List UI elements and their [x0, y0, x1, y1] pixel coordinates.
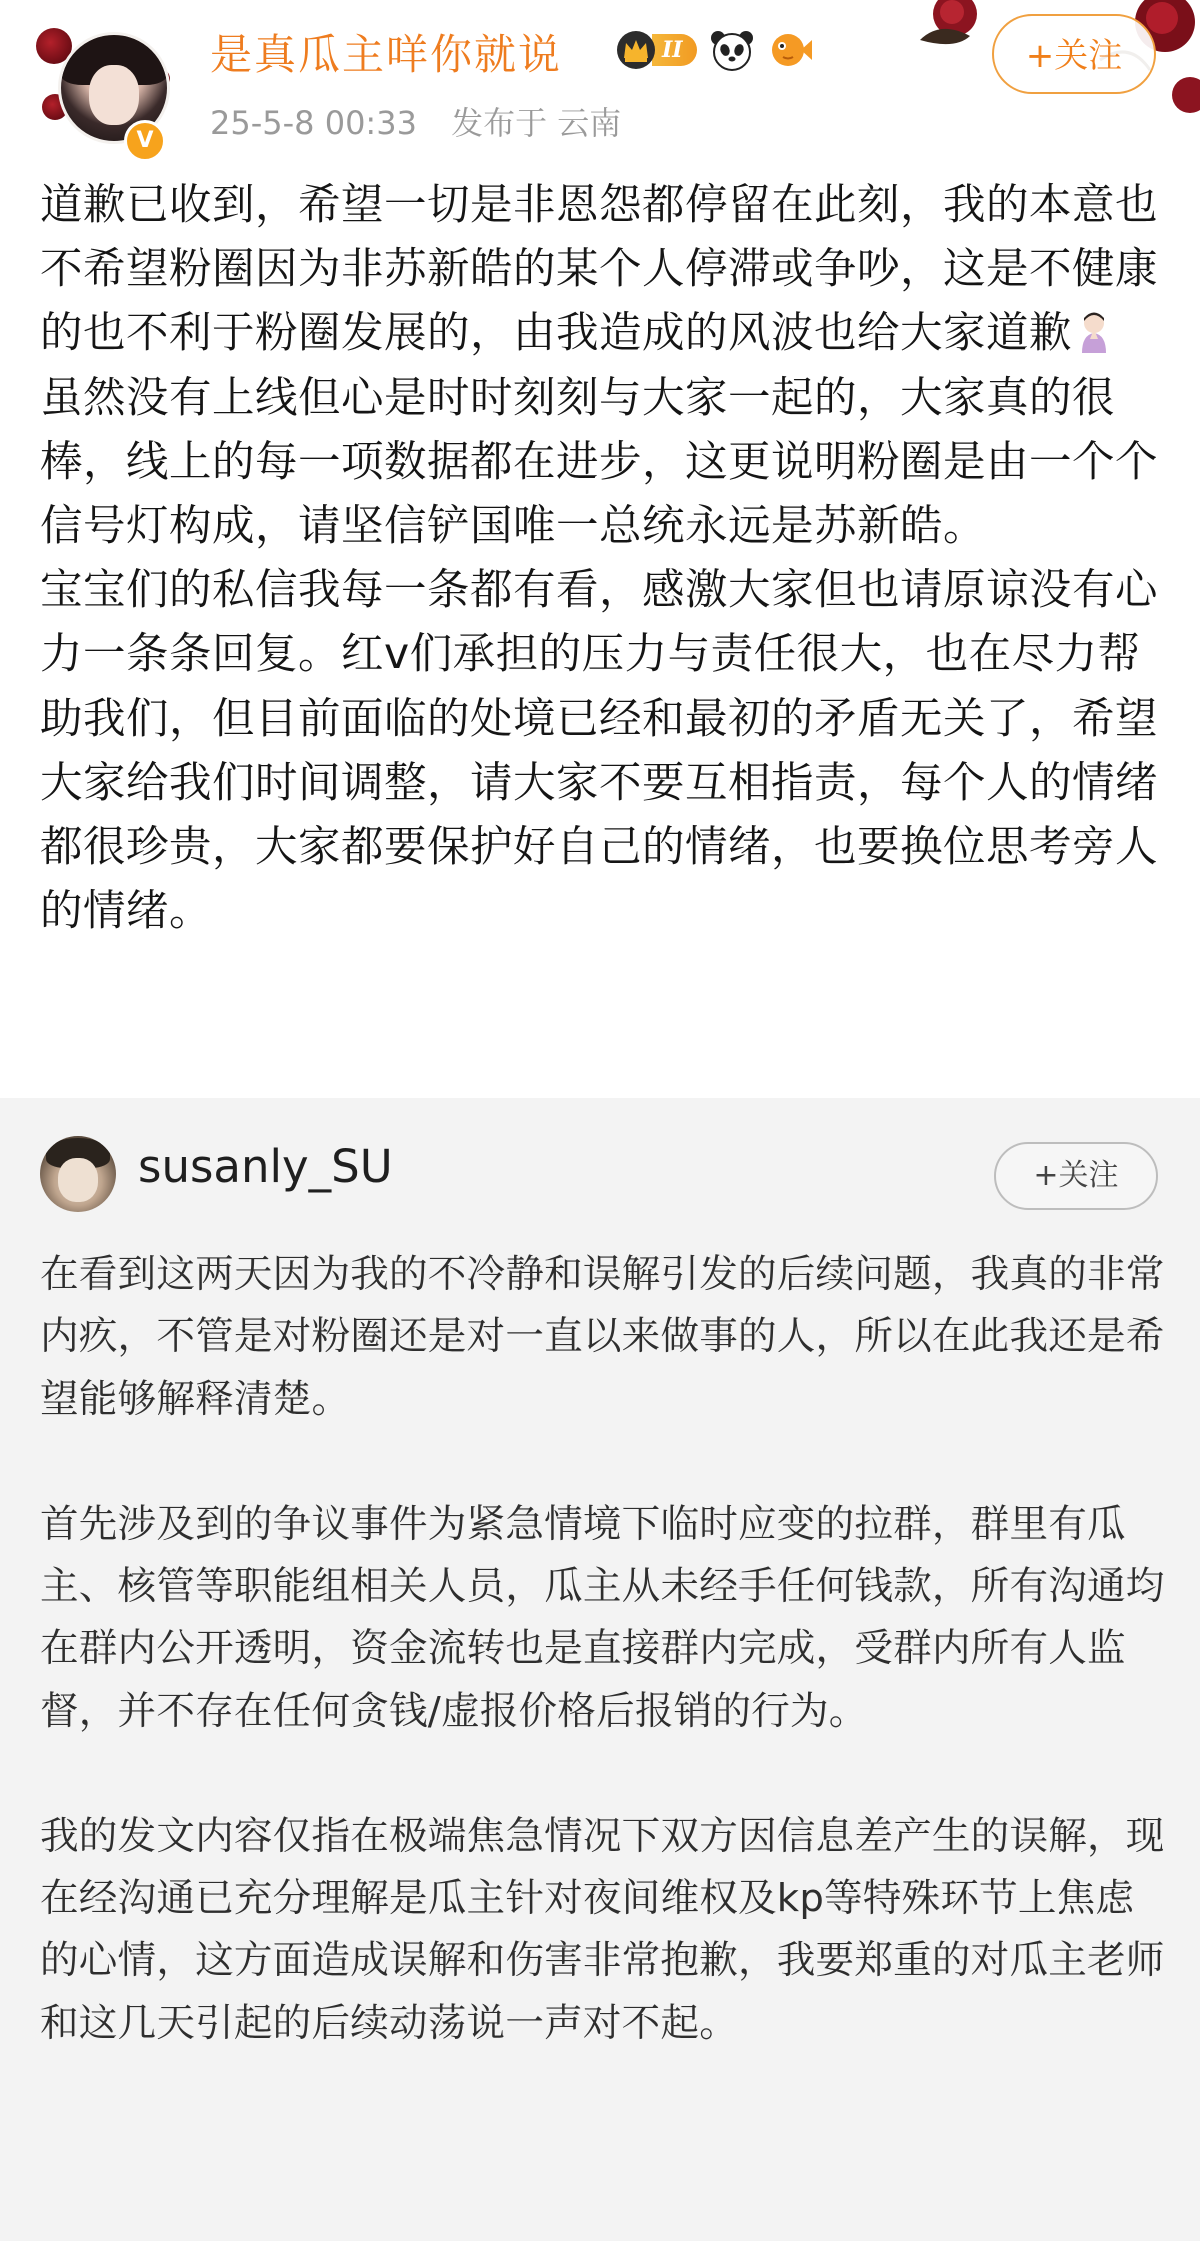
post-paragraph: 道歉已收到，希望一切是非恩怨都停留在此刻，我的本意也不希望粉圈因为非苏新皓的某个人停滞或争吵，这是不健康的也不利于粉圈发展的，由我造成的风波也给大家道歉 — [40, 181, 1159, 359]
repost-follow-button[interactable]: +关注 — [994, 1142, 1158, 1210]
verified-badge-icon: V — [124, 120, 166, 160]
embedded-post-card[interactable] — [0, 1098, 1200, 2241]
post-header — [0, 0, 1200, 160]
author-name[interactable]: 是真瓜主咩你就说 — [210, 30, 563, 79]
post-meta — [210, 98, 621, 144]
repost-paragraph: 在看到这两天因为我的不冷静和误解引发的后续问题，我真的非常内疚，不管是对粉圈还是对一直以来做事的人，所以在此我还是希望能够解释清楚。 — [40, 1252, 1165, 1422]
post-location: 发布于 云南 — [451, 104, 622, 142]
post-paragraph: 宝宝们的私信我每一条都有看，感激大家但也请原谅没有心力一条条回复。红v们承担的压力与责任很大，也在尽力帮助我们，但目前面临的处境已经和最初的矛盾无关了，希望大家给我们时间调整，请大家不要互相指责，每个人的情绪都很珍贵，大家都要保护好自己的情绪，也要换位思考旁人的情绪。 — [40, 566, 1159, 937]
panda-icon — [709, 27, 755, 73]
level-label: II — [652, 34, 697, 66]
crown-icon — [616, 30, 656, 70]
fish-icon — [767, 27, 813, 73]
follow-button[interactable]: +关注 — [992, 14, 1156, 94]
repost-author-avatar[interactable] — [40, 1136, 116, 1212]
pray-emoji-icon — [1072, 309, 1116, 353]
repost-content — [40, 1244, 1170, 2055]
post-content — [40, 174, 1170, 944]
repost-author-name[interactable]: susanly_SU — [138, 1140, 393, 1193]
author-badges — [616, 24, 813, 76]
post-paragraph: 虽然没有上线但心是时时刻刻与大家一起的，大家真的很棒，线上的每一项数据都在进步，这更说明粉圈是由一个个信号灯构成，请坚信铲国唯一总统永远是苏新皓。 — [40, 373, 1159, 552]
post-timestamp: 25-5-8 00:33 — [210, 104, 417, 142]
repost-paragraph: 我的发文内容仅指在极端焦急情况下双方因信息差产生的误解，现在经沟通已充分理解是瓜主针对夜间维权及kp等特殊环节上焦虑的心情，这方面造成误解和伤害非常抱歉，我要郑重的对瓜主老师和这几天引起的后续动荡说一声对不起。 — [40, 1813, 1165, 2046]
repost-paragraph: 首先涉及到的争议事件为紧急情境下临时应变的拉群，群里有瓜主、核管等职能组相关人员，瓜主从未经手任何钱款，所有沟通均在群内公开透明，资金流转也是直接群内完成，受群内所有人监督，并不存在任何贪钱/虚报价格后报销的行为。 — [40, 1501, 1165, 1734]
author-avatar-frame[interactable] — [36, 18, 176, 158]
level-badge[interactable] — [616, 30, 697, 70]
